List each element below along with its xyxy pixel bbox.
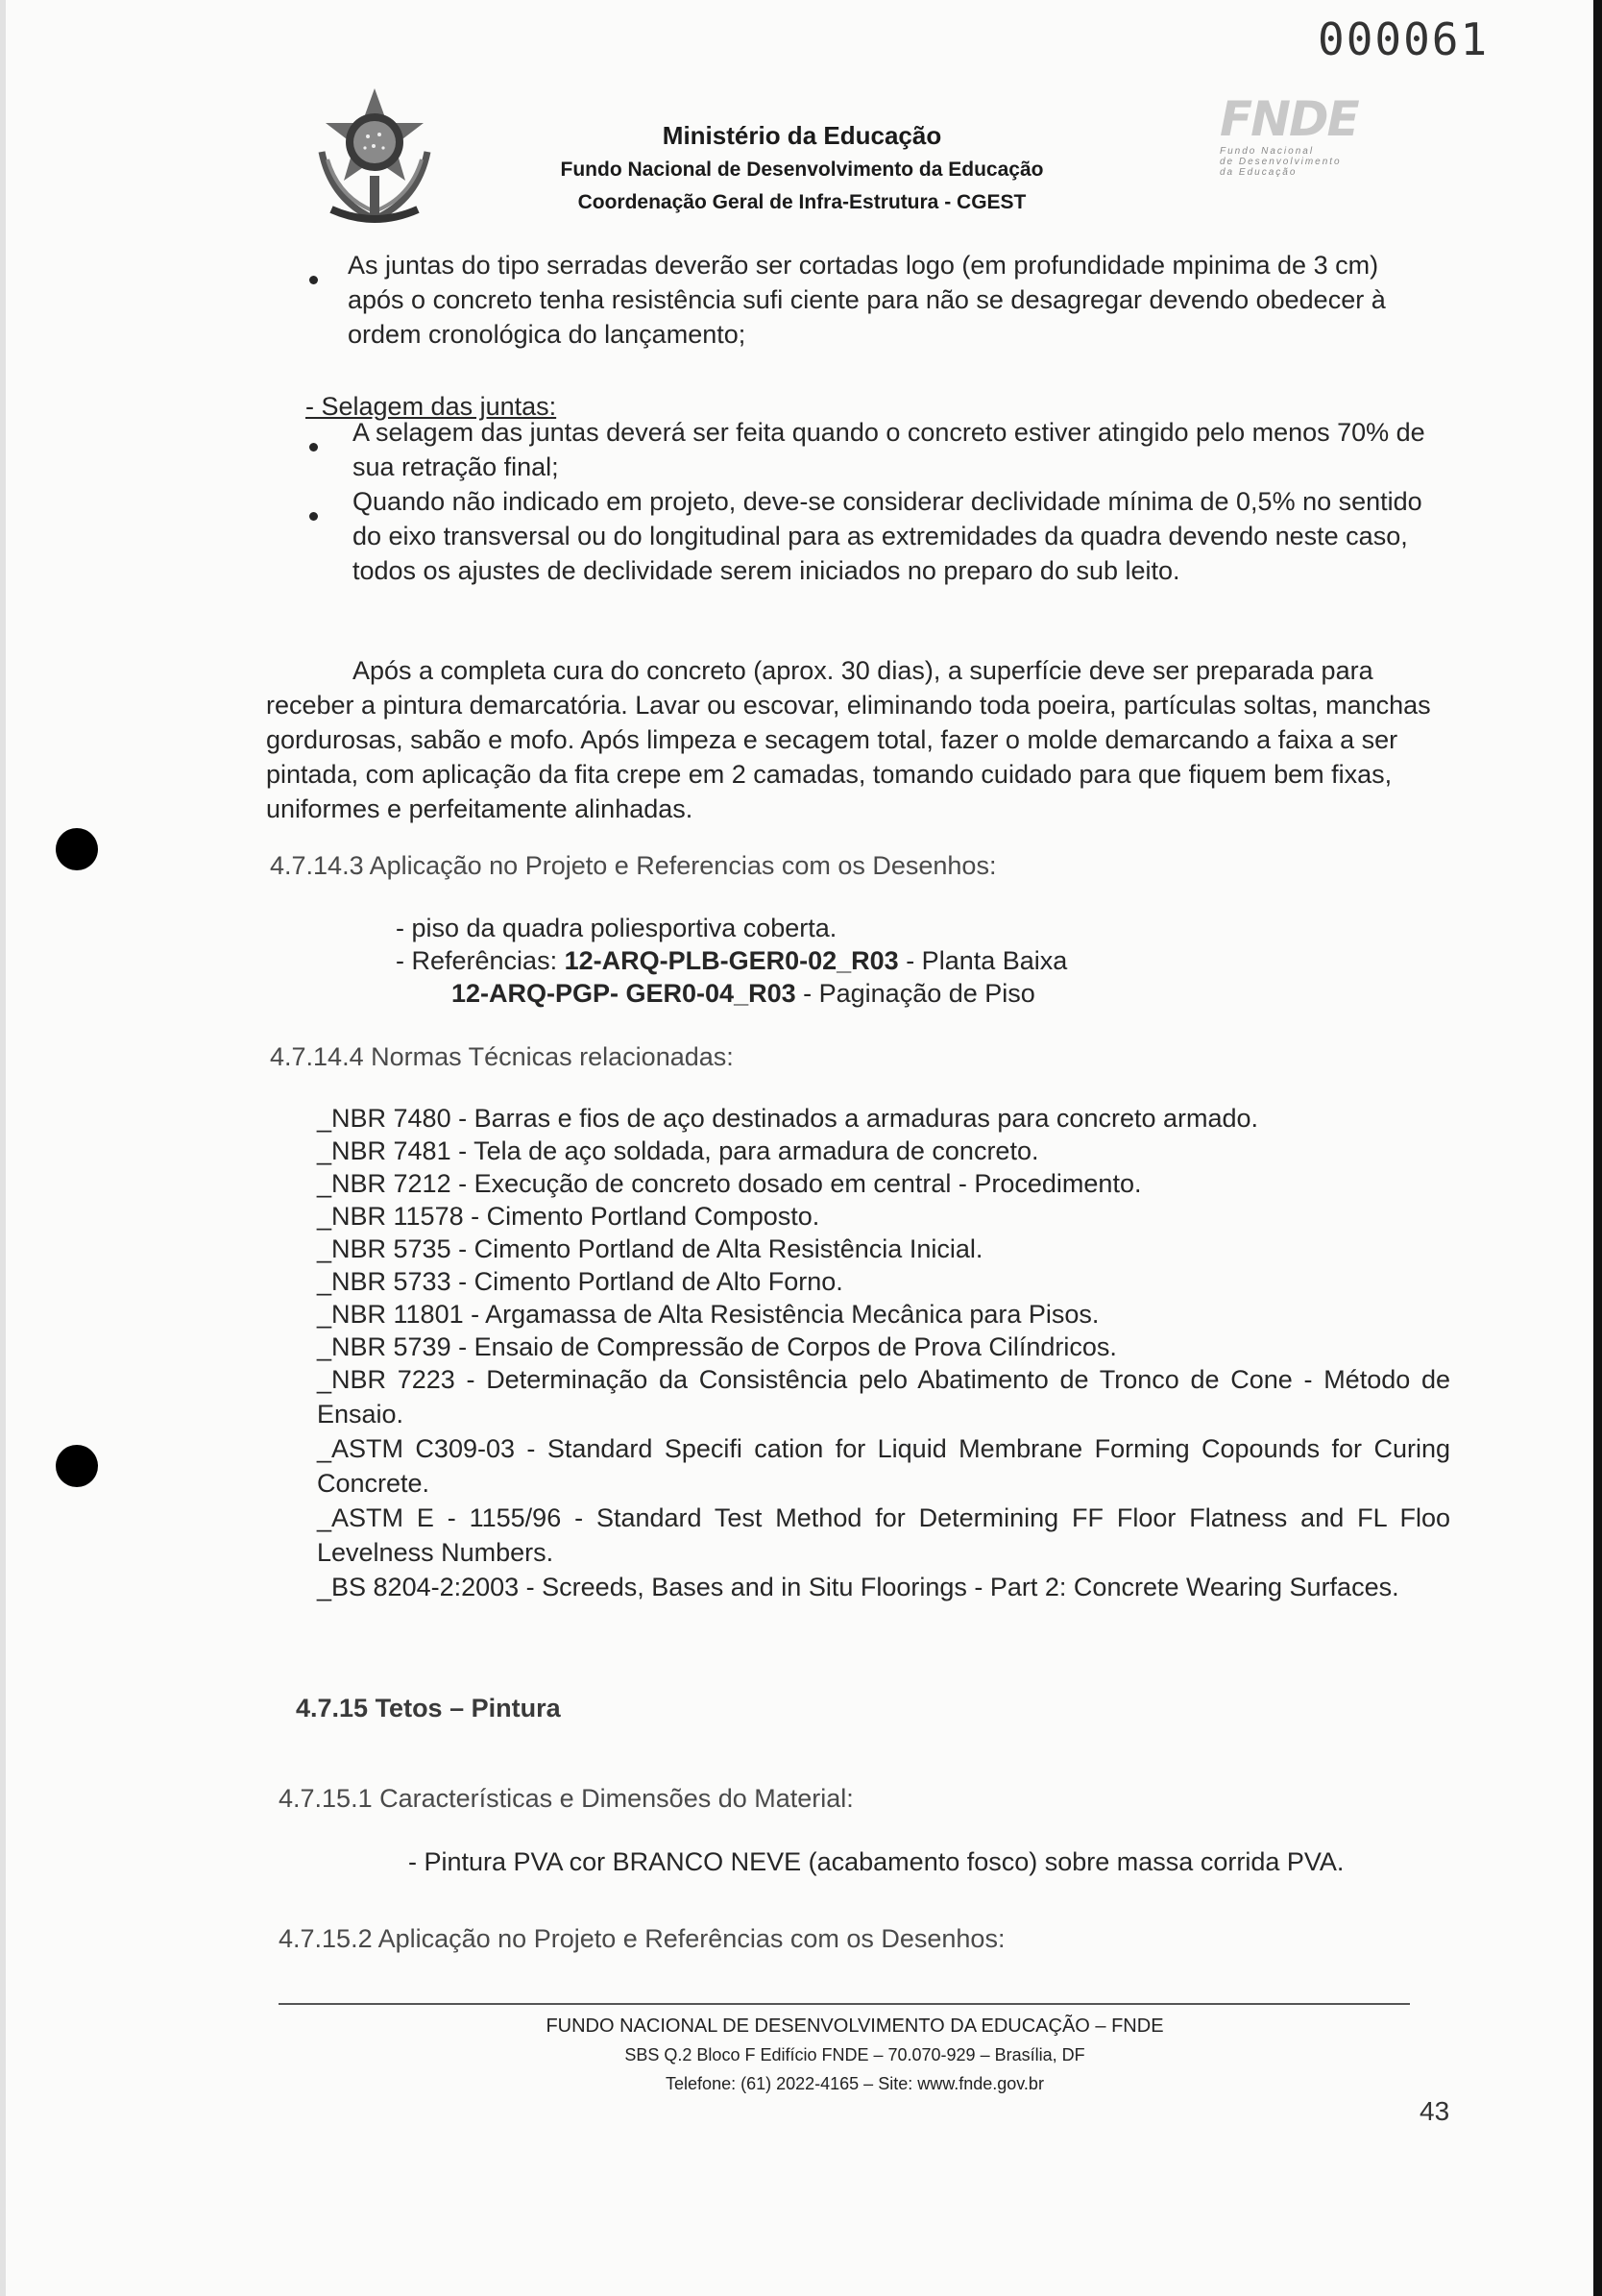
paragraph: Após a completa cura do concreto (aprox. 30 dias), a superfície deve ser preparada para receber a pintura demarcatória. Lavar ou escovar, eliminando toda poeira, partículas soltas, manchas gordurosas, sabão e mofo. Após limpeza e secagem total, fazer o molde demarcando a faixa a ser pintada, com aplicação da fita crepe em 2 camadas, tomando cuidado para que fiquem bem fixas, uniformes e perfeitamente alinhadas. (266, 656, 1431, 823)
reference-line (451, 976, 1035, 1011)
punch-hole-icon (56, 828, 98, 870)
norm-item: _NBR 5735 - Cimento Portland de Alta Resistência Inicial. (317, 1234, 983, 1263)
punch-hole-icon (56, 1445, 98, 1487)
section-heading: 4.7.15 Tetos – Pintura (296, 1694, 561, 1722)
norm-item: _NBR 5739 - Ensaio de Compressão de Corpos de Prova Cilíndricos. (317, 1332, 1117, 1361)
reference-line: - piso da quadra poliesportiva coberta. (396, 914, 837, 942)
scan-right-edge (1593, 0, 1602, 2296)
bullet-icon (309, 443, 318, 452)
section-subheading: - Selagem das juntas: (305, 392, 557, 421)
bullet-icon (309, 276, 318, 284)
ministry-title: Ministério da Educação (662, 121, 942, 150)
reference-description: - Planta Baixa (898, 946, 1068, 975)
fund-title: Fundo Nacional de Desenvolvimento da Educação (560, 159, 1044, 181)
norm-item: _NBR 7480 - Barras e fios de aço destinados a armaduras para concreto armado. (317, 1104, 1259, 1133)
footer (423, 2012, 1287, 2098)
bullet-text: A selagem das juntas deverá ser feita quando o concreto estiver atingido pelo menos 70% de sua retração final; (352, 418, 1425, 481)
bullet-text: Quando não indicado em projeto, deve-se considerar declividade mínima de 0,5% no sentido do eixo transversal ou do longitudinal para as extremidades da quadra devendo neste caso, todos os ajustes de declividade serem iniciados no preparo do sub leito. (352, 487, 1422, 585)
fnde-logo-sub-3: da Educação (1220, 167, 1298, 178)
footer-contact: Telefone: (61) 2022-4165 – Site: www.fnde.gov.br (666, 2074, 1044, 2093)
norm-item: _ASTM C309-03 - Standard Specifi cation for Liquid Membrane Forming Copounds for Curing Concrete. (317, 1434, 1450, 1498)
fnde-logo-sub-1: Fundo Nacional (1220, 146, 1315, 157)
norm-item: _BS 8204-2:2003 - Screeds, Bases and in Situ Floorings - Part 2: Concrete Wearing Surfaces. (317, 1573, 1399, 1601)
section-title: 4.7.15.1 Características e Dimensões do Material: (279, 1784, 854, 1813)
footer-org: FUNDO NACIONAL DE DESENVOLVIMENTO DA EDUCAÇÃO – FNDE (546, 2015, 1164, 2037)
norm-item: _NBR 7212 - Execução de concreto dosado em central - Procedimento. (317, 1169, 1142, 1198)
reference-code: 12-ARQ-PGP- GER0-04_R03 (451, 979, 796, 1008)
footer-divider (279, 2003, 1410, 2005)
fnde-logo-sub-2: de Desenvolvimento (1220, 157, 1342, 167)
norm-item: _NBR 7481 - Tela de aço soldada, para armadura de concreto. (317, 1136, 1039, 1165)
fnde-logo-mark: FNDE (1220, 91, 1358, 147)
section-title: 4.7.14.3 Aplicação no Projeto e Referencias com os Desenhos: (270, 851, 997, 880)
norm-item: _NBR 11578 - Cimento Portland Composto. (317, 1202, 820, 1231)
reference-line (396, 943, 1067, 978)
reference-description: - Paginação de Piso (795, 979, 1035, 1008)
reference-label: - Referências: (396, 946, 565, 975)
bullet-icon (309, 512, 318, 521)
bullet-text: As juntas do tipo serradas deverão ser cortadas logo (em profundidade mpinima de 3 cm) após o concreto tenha resistência sufi ciente para não se desagregar devendo obedecer à ordem cronológica do lançamento; (348, 251, 1386, 349)
section-title: 4.7.14.4 Normas Técnicas relacionadas: (270, 1042, 734, 1071)
brazil-coat-of-arms-icon (312, 85, 437, 233)
norm-item: _NBR 5733 - Cimento Portland de Alto Forno. (317, 1267, 843, 1296)
page-stamp-number: 000061 (1318, 13, 1490, 65)
footer-address: SBS Q.2 Bloco F Edifício FNDE – 70.070-929 – Brasília, DF (624, 2045, 1085, 2064)
norm-item: _NBR 7223 - Determinação da Consistência pelo Abatimento de Tronco de Cone - Método de Ensaio. (317, 1365, 1450, 1429)
scan-left-edge (0, 0, 6, 2296)
reference-code: 12-ARQ-PLB-GER0-02_R03 (564, 946, 899, 975)
letterhead (519, 117, 1085, 219)
page-number: 43 (1420, 2096, 1450, 2126)
norm-item: _NBR 11801 - Argamassa de Alta Resistência Mecânica para Pisos. (317, 1300, 1100, 1329)
material-line: - Pintura PVA cor BRANCO NEVE (acabamento fosco) sobre massa corrida PVA. (408, 1847, 1345, 1876)
norm-item: _ASTM E - 1155/96 - Standard Test Method for Determining FF Floor Flatness and FL Floo Levelness Numbers. (317, 1503, 1450, 1567)
fnde-logo (1220, 92, 1364, 178)
coordination-title: Coordenação Geral de Infra-Estrutura - CGEST (577, 191, 1027, 213)
section-title: 4.7.15.2 Aplicação no Projeto e Referências com os Desenhos: (279, 1924, 1006, 1953)
